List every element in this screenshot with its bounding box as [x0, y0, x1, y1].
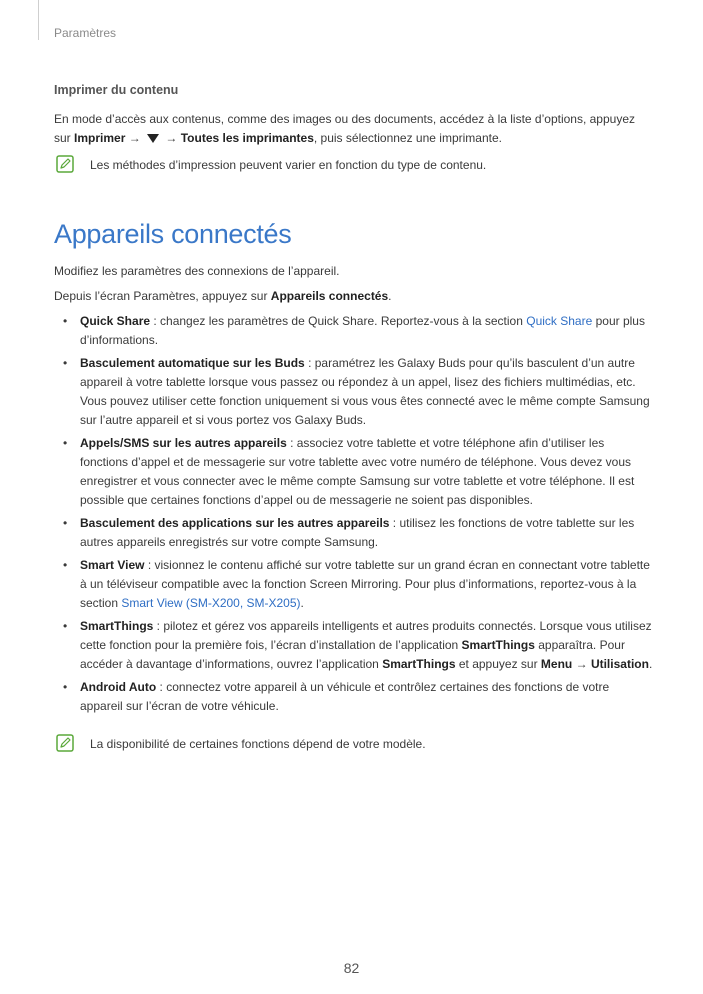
section-title: Appareils connectés — [54, 219, 292, 249]
page-number: 82 — [343, 960, 360, 976]
print-menu-label: Imprimer — [74, 131, 126, 145]
print-instructions: En mode d’accès aux contenus, comme des images ou des documents, accédez à la liste d’options, appuyez sur Imprimer → → Toutes les imprimantes, puis sélectionnez une imprimante. — [54, 112, 635, 145]
list-item-android-auto: • Android Auto : connectez votre appareil à un véhicule et contrôlez certaines des fonctions de votre appareil sur l’écran de votre véhicule. — [54, 678, 654, 716]
note-icon — [56, 155, 74, 173]
list-item-app-continuity: • Basculement des applications sur les autres appareils : utilisez les fonctions de votre tablette sur les autres appareils enregistrés sur votre compte Samsung. — [54, 514, 654, 552]
quick-share-link[interactable]: Quick Share — [526, 314, 593, 328]
list-item-smart-view: • Smart View : visionnez le contenu affiché sur votre tablette sur un grand écran en connectant votre tablette à un téléviseur compatible avec la fonction Screen Mirroring. Pour plus d’informations, reportez-vous à la section Smart View (SM-X200, SM-X205). — [54, 556, 654, 613]
dropdown-arrow-icon — [147, 134, 159, 143]
connected-options-list — [54, 312, 654, 720]
availability-note: La disponibilité de certaines fonctions dépend de votre modèle. — [90, 737, 426, 751]
list-item-buds: • Basculement automatique sur les Buds : paramétrez les Galaxy Buds pour qu’ils basculent d’un autre appareil à votre tablette lorsque vous passez ou répondez à un appel, lisez des fichiers multimédias, etc. Vous pouvez utiliser cette fonction uniquement si vous vous êtes connecté avec le même compte Samsung sur l’autre appareil et si vous portez vos Galaxy Buds. — [54, 354, 654, 430]
note-icon — [56, 734, 74, 752]
connected-instruction: Depuis l’écran Paramètres, appuyez sur Appareils connectés. — [54, 289, 392, 303]
header-divider — [38, 0, 39, 40]
all-printers-label: Toutes les imprimantes — [180, 131, 314, 145]
page-header-title: Paramètres — [54, 26, 117, 40]
list-item-quick-share: • Quick Share : changez les paramètres de Quick Share. Reportez-vous à la section Quick Share pour plus d’informations. — [54, 312, 654, 350]
list-item-calls-sms: • Appels/SMS sur les autres appareils : associez votre tablette et votre téléphone afin d’utiliser les fonctions d’appel et de messagerie sur votre tablette avec votre numéro de téléphone. Vous devez vous enregistrer et vous connecter avec le même compte Samsung sur votre tablette et votre téléphone. Il est possible que certaines fonctions d’appel ou de messagerie ne soient pas disponibles. — [54, 434, 654, 510]
print-note: Les méthodes d’impression peuvent varier en fonction du type de contenu. — [90, 158, 487, 172]
list-item-smartthings: • SmartThings : pilotez et gérez vos appareils intelligents et autres produits connectés. Lorsque vous utilisez cette fonction pour la première fois, l’écran d’installation de l’application SmartThings apparaîtra. Pour accéder à davantage d’informations, ouvrez l’application SmartThings et appuyez sur Menu → Utilisation. — [54, 617, 654, 674]
smart-view-link[interactable]: Smart View (SM-X200, SM-X205) — [121, 596, 301, 610]
connected-devices-label: Appareils connectés — [270, 289, 389, 303]
print-content-heading: Imprimer du contenu — [54, 83, 179, 97]
connected-intro: Modifiez les paramètres des connexions de l’appareil. — [54, 264, 340, 278]
